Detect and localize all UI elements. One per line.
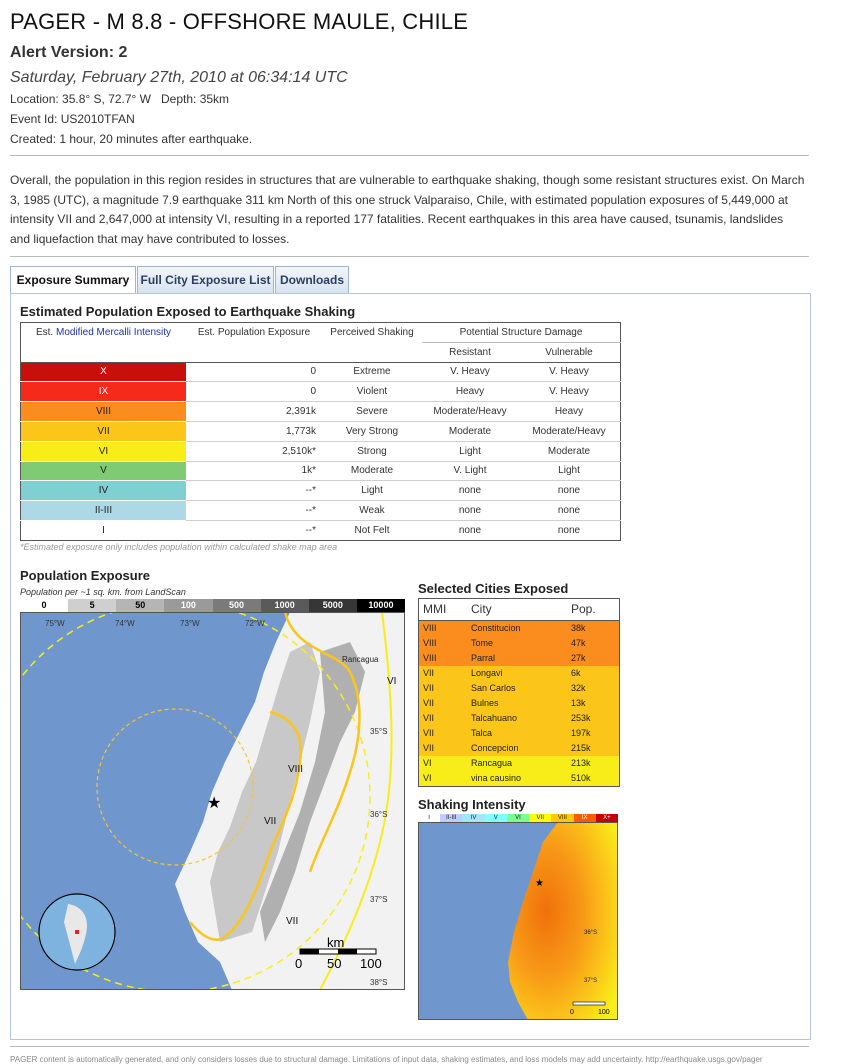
exposure-table-title: Estimated Population Exposed to Earthquake Shaking: [20, 304, 356, 319]
city-population: 253k: [571, 713, 591, 723]
exposure-vulnerable-cell: Moderate/Heavy: [518, 421, 621, 441]
lat-label: 37°S: [370, 895, 388, 904]
col-header-shaking: Perceived Shaking: [322, 323, 422, 363]
exposure-mmi-cell: X: [21, 362, 187, 382]
city-row: [419, 756, 619, 771]
city-population: 47k: [571, 638, 586, 648]
exposure-shaking-cell: Not Felt: [322, 520, 422, 540]
scale-bar: [573, 1002, 605, 1005]
lat-label: 36°S: [584, 930, 598, 936]
exposure-mmi-cell: IV: [21, 481, 187, 501]
mmi-label: VII: [264, 816, 277, 827]
city-name: Concepcion: [471, 743, 519, 753]
shaking-legend-swatch: IV: [462, 814, 484, 822]
divider: [10, 1046, 809, 1047]
city-population: 38k: [571, 623, 586, 633]
city-population: 510k: [571, 773, 591, 783]
scale-tick: 100: [360, 956, 382, 971]
population-legend-swatch: 0: [20, 599, 68, 612]
city-mmi: VI: [423, 773, 432, 783]
population-legend-swatch: 100: [164, 599, 212, 612]
exposure-shaking-cell: Very Strong: [322, 421, 422, 441]
population-legend: [20, 599, 405, 612]
city-name: Constitucion: [471, 623, 521, 633]
shaking-legend: [418, 814, 618, 822]
col-header-vulnerable: Vulnerable: [518, 342, 621, 362]
city-mmi: VII: [423, 728, 435, 738]
city-row: [419, 636, 619, 651]
city-name: Talca: [471, 728, 493, 738]
exposure-mmi-cell: II-III: [21, 501, 187, 521]
population-map-title: Population Exposure: [20, 568, 151, 583]
population-legend-swatch: 50: [116, 599, 164, 612]
city-row: [419, 651, 619, 666]
cities-title: Selected Cities Exposed: [418, 581, 569, 596]
place-label: Rancagua: [342, 655, 379, 664]
exposure-row: [21, 520, 621, 540]
scale-tick: 0: [570, 1009, 574, 1016]
exposure-vulnerable-cell: Light: [518, 461, 621, 481]
exposure-resistant-cell: V. Heavy: [422, 362, 518, 382]
city-mmi: VIII: [423, 623, 437, 633]
city-mmi: VII: [423, 698, 435, 708]
city-mmi: VII: [423, 743, 435, 753]
exposure-resistant-cell: none: [422, 501, 518, 521]
exposure-shaking-cell: Extreme: [322, 362, 422, 382]
mmi-label: VIII: [288, 764, 304, 775]
city-row: [419, 726, 619, 741]
city-name: Talcahuano: [471, 713, 518, 723]
exposure-shaking-cell: Strong: [322, 441, 422, 461]
cities-col-pop: Pop.: [571, 602, 596, 616]
mmi-label: VI: [387, 676, 397, 687]
lat-label: 37°S: [584, 978, 598, 984]
lat-label: 38°S: [370, 978, 388, 987]
shaking-legend-swatch: X+: [596, 814, 618, 822]
exposure-population-cell: --*: [186, 481, 322, 501]
exposure-resistant-cell: Moderate: [422, 421, 518, 441]
city-name: Tome: [471, 638, 494, 648]
exposure-shaking-cell: Moderate: [322, 461, 422, 481]
exposure-vulnerable-cell: V. Heavy: [518, 362, 621, 382]
exposure-mmi-cell: I: [21, 520, 187, 540]
lon-label: 75°W: [45, 619, 65, 628]
cities-header: [419, 599, 619, 621]
exposure-row: [21, 441, 621, 461]
city-population: 197k: [571, 728, 591, 738]
city-row: [419, 741, 619, 756]
exposure-vulnerable-cell: Moderate: [518, 441, 621, 461]
exposure-table: [20, 322, 621, 541]
city-population: 213k: [571, 758, 591, 768]
exposure-population-cell: --*: [186, 501, 322, 521]
exposure-row: [21, 481, 621, 501]
mmi-link[interactable]: Modified Mercalli Intensity: [55, 327, 172, 338]
population-legend-swatch: 5: [68, 599, 116, 612]
shaking-legend-swatch: IX: [574, 814, 596, 822]
city-population: 27k: [571, 653, 586, 663]
city-mmi: VII: [423, 668, 435, 678]
exposure-resistant-cell: V. Light: [422, 461, 518, 481]
city-mmi: VII: [423, 683, 435, 693]
city-row: [419, 681, 619, 696]
exposure-mmi-cell: VII: [21, 421, 187, 441]
divider: [10, 256, 809, 257]
shaking-map-title: Shaking Intensity: [418, 797, 526, 812]
population-map-subtitle: Population per ~1 sq. km. from LandScan: [20, 587, 186, 597]
exposure-row: [21, 461, 621, 481]
page-title: PAGER - M 8.8 - OFFSHORE MAULE, CHILE: [10, 9, 469, 34]
exposure-row: [21, 362, 621, 382]
city-mmi: VI: [423, 758, 432, 768]
exposure-shaking-cell: Violent: [322, 382, 422, 402]
shaking-legend-swatch: VIII: [551, 814, 573, 822]
city-mmi: VII: [423, 713, 435, 723]
col-header-mmi: Est. Modified Mercalli Intensity: [21, 323, 187, 363]
city-name: Parral: [471, 653, 496, 663]
epicenter-star-icon: ★: [207, 795, 222, 812]
population-legend-swatch: 5000: [309, 599, 357, 612]
exposure-population-cell: 0: [186, 362, 322, 382]
mmi-label: VII: [286, 916, 299, 927]
scale-unit: km: [327, 935, 345, 950]
exposure-vulnerable-cell: Heavy: [518, 402, 621, 422]
alert-version: Alert Version: 2: [10, 44, 128, 61]
city-name: San Carlos: [471, 683, 516, 693]
divider: [10, 155, 809, 156]
population-legend-swatch: 1000: [261, 599, 309, 612]
col-header-population: Est. Population Exposure: [186, 323, 322, 363]
city-name: Longavi: [471, 668, 503, 678]
impact-summary: Overall, the population in this region resides in structures that are vulnerable to earthquake shaking, though some resistant structures exist. On March 3, 1985 (UTC), a magnitude 7.9 earthquake 311 km North of this one struck Valparaiso, Chile, with estimated population exposures of 5,449,000 at intensity VII and 2,647,000 at intensity VI, resulting in a reported 177 fatalities. Recent earthquakes in this area have caused, tsunamis, landslides and liquefaction that may have contributed to losses.: [10, 173, 805, 246]
city-population: 13k: [571, 698, 586, 708]
exposure-population-cell: --*: [186, 520, 322, 540]
population-legend-swatch: 10000: [357, 599, 405, 612]
scale-tick: 100: [598, 1009, 610, 1016]
exposure-row: [21, 382, 621, 402]
event-id: Event Id: US2010TFAN: [10, 112, 135, 126]
population-legend-swatch: 500: [213, 599, 261, 612]
tab-downloads[interactable]: Downloads: [275, 266, 349, 293]
exposure-row: [21, 421, 621, 441]
exposure-resistant-cell: Light: [422, 441, 518, 461]
exposure-row: [21, 501, 621, 521]
exposure-vulnerable-cell: V. Heavy: [518, 382, 621, 402]
city-population: 32k: [571, 683, 586, 693]
city-population: 215k: [571, 743, 591, 753]
cities-col-city: City: [471, 602, 492, 616]
exposure-row: [21, 402, 621, 422]
exposure-mmi-cell: VIII: [21, 402, 187, 422]
population-exposure-map: [20, 612, 405, 990]
city-row: [419, 621, 619, 636]
exposure-resistant-cell: none: [422, 520, 518, 540]
exposure-vulnerable-cell: none: [518, 501, 621, 521]
cities-col-mmi: MMI: [423, 602, 447, 616]
exposure-shaking-cell: Weak: [322, 501, 422, 521]
city-name: Rancagua: [471, 758, 513, 768]
lon-label: 72°W: [245, 619, 265, 628]
page-footer: PAGER content is automatically generated, and only considers losses due to structural damage. Limitations of input data, shaking estimates, and loss models may add uncertainty. http://earthquake.usgs.gov/pager: [10, 1055, 763, 1064]
city-name: Bulnes: [471, 698, 499, 708]
city-mmi: VIII: [423, 638, 437, 648]
cities-table: [418, 598, 620, 787]
created-time: Created: 1 hour, 20 minutes after earthquake.: [10, 132, 253, 146]
shaking-legend-swatch: I: [418, 814, 440, 822]
scale-tick: 50: [327, 956, 342, 971]
exposure-mmi-cell: VI: [21, 441, 187, 461]
city-mmi: VIII: [423, 653, 437, 663]
event-location: Location: 35.8° S, 72.7° W Depth: 35km: [10, 92, 230, 106]
exposure-shaking-cell: Light: [322, 481, 422, 501]
tab-exposure-summary[interactable]: Exposure Summary: [10, 266, 136, 294]
shaking-legend-swatch: VII: [529, 814, 551, 822]
city-row: [419, 666, 619, 681]
exposure-population-cell: 1,773k: [186, 421, 322, 441]
tab-full-city-exposure-list[interactable]: Full City Exposure List: [137, 266, 274, 293]
exposure-vulnerable-cell: none: [518, 520, 621, 540]
exposure-resistant-cell: none: [422, 481, 518, 501]
shaking-legend-swatch: V: [485, 814, 507, 822]
city-population: 6k: [571, 668, 581, 678]
exposure-mmi-cell: V: [21, 461, 187, 481]
city-name: vina causino: [471, 773, 522, 783]
exposure-resistant-cell: Heavy: [422, 382, 518, 402]
scale-tick: 0: [295, 956, 303, 971]
exposure-population-cell: 0: [186, 382, 322, 402]
locator-globe: [39, 894, 115, 970]
lat-label: 35°S: [370, 727, 388, 736]
city-row: [419, 711, 619, 726]
col-header-resistant: Resistant: [422, 342, 518, 362]
event-date: Saturday, February 27th, 2010 at 06:34:14 UTC: [10, 69, 348, 86]
exposure-vulnerable-cell: none: [518, 481, 621, 501]
exposure-resistant-cell: Moderate/Heavy: [422, 402, 518, 422]
city-row: [419, 696, 619, 711]
exposure-note: *Estimated exposure only includes population within calculated shake map area: [20, 542, 338, 552]
shaking-legend-swatch: II-III: [440, 814, 462, 822]
exposure-shaking-cell: Severe: [322, 402, 422, 422]
city-row: [419, 771, 619, 786]
exposure-population-cell: 1k*: [186, 461, 322, 481]
col-header-damage: Potential Structure Damage: [422, 323, 621, 343]
lon-label: 73°W: [180, 619, 200, 628]
shaking-intensity-map: [418, 822, 618, 1020]
lon-label: 74°W: [115, 619, 135, 628]
exposure-population-cell: 2,510k*: [186, 441, 322, 461]
exposure-mmi-cell: IX: [21, 382, 187, 402]
shaking-legend-swatch: VI: [507, 814, 529, 822]
exposure-population-cell: 2,391k: [186, 402, 322, 422]
lat-label: 36°S: [370, 810, 388, 819]
epicenter-star-icon: ★: [535, 878, 544, 889]
